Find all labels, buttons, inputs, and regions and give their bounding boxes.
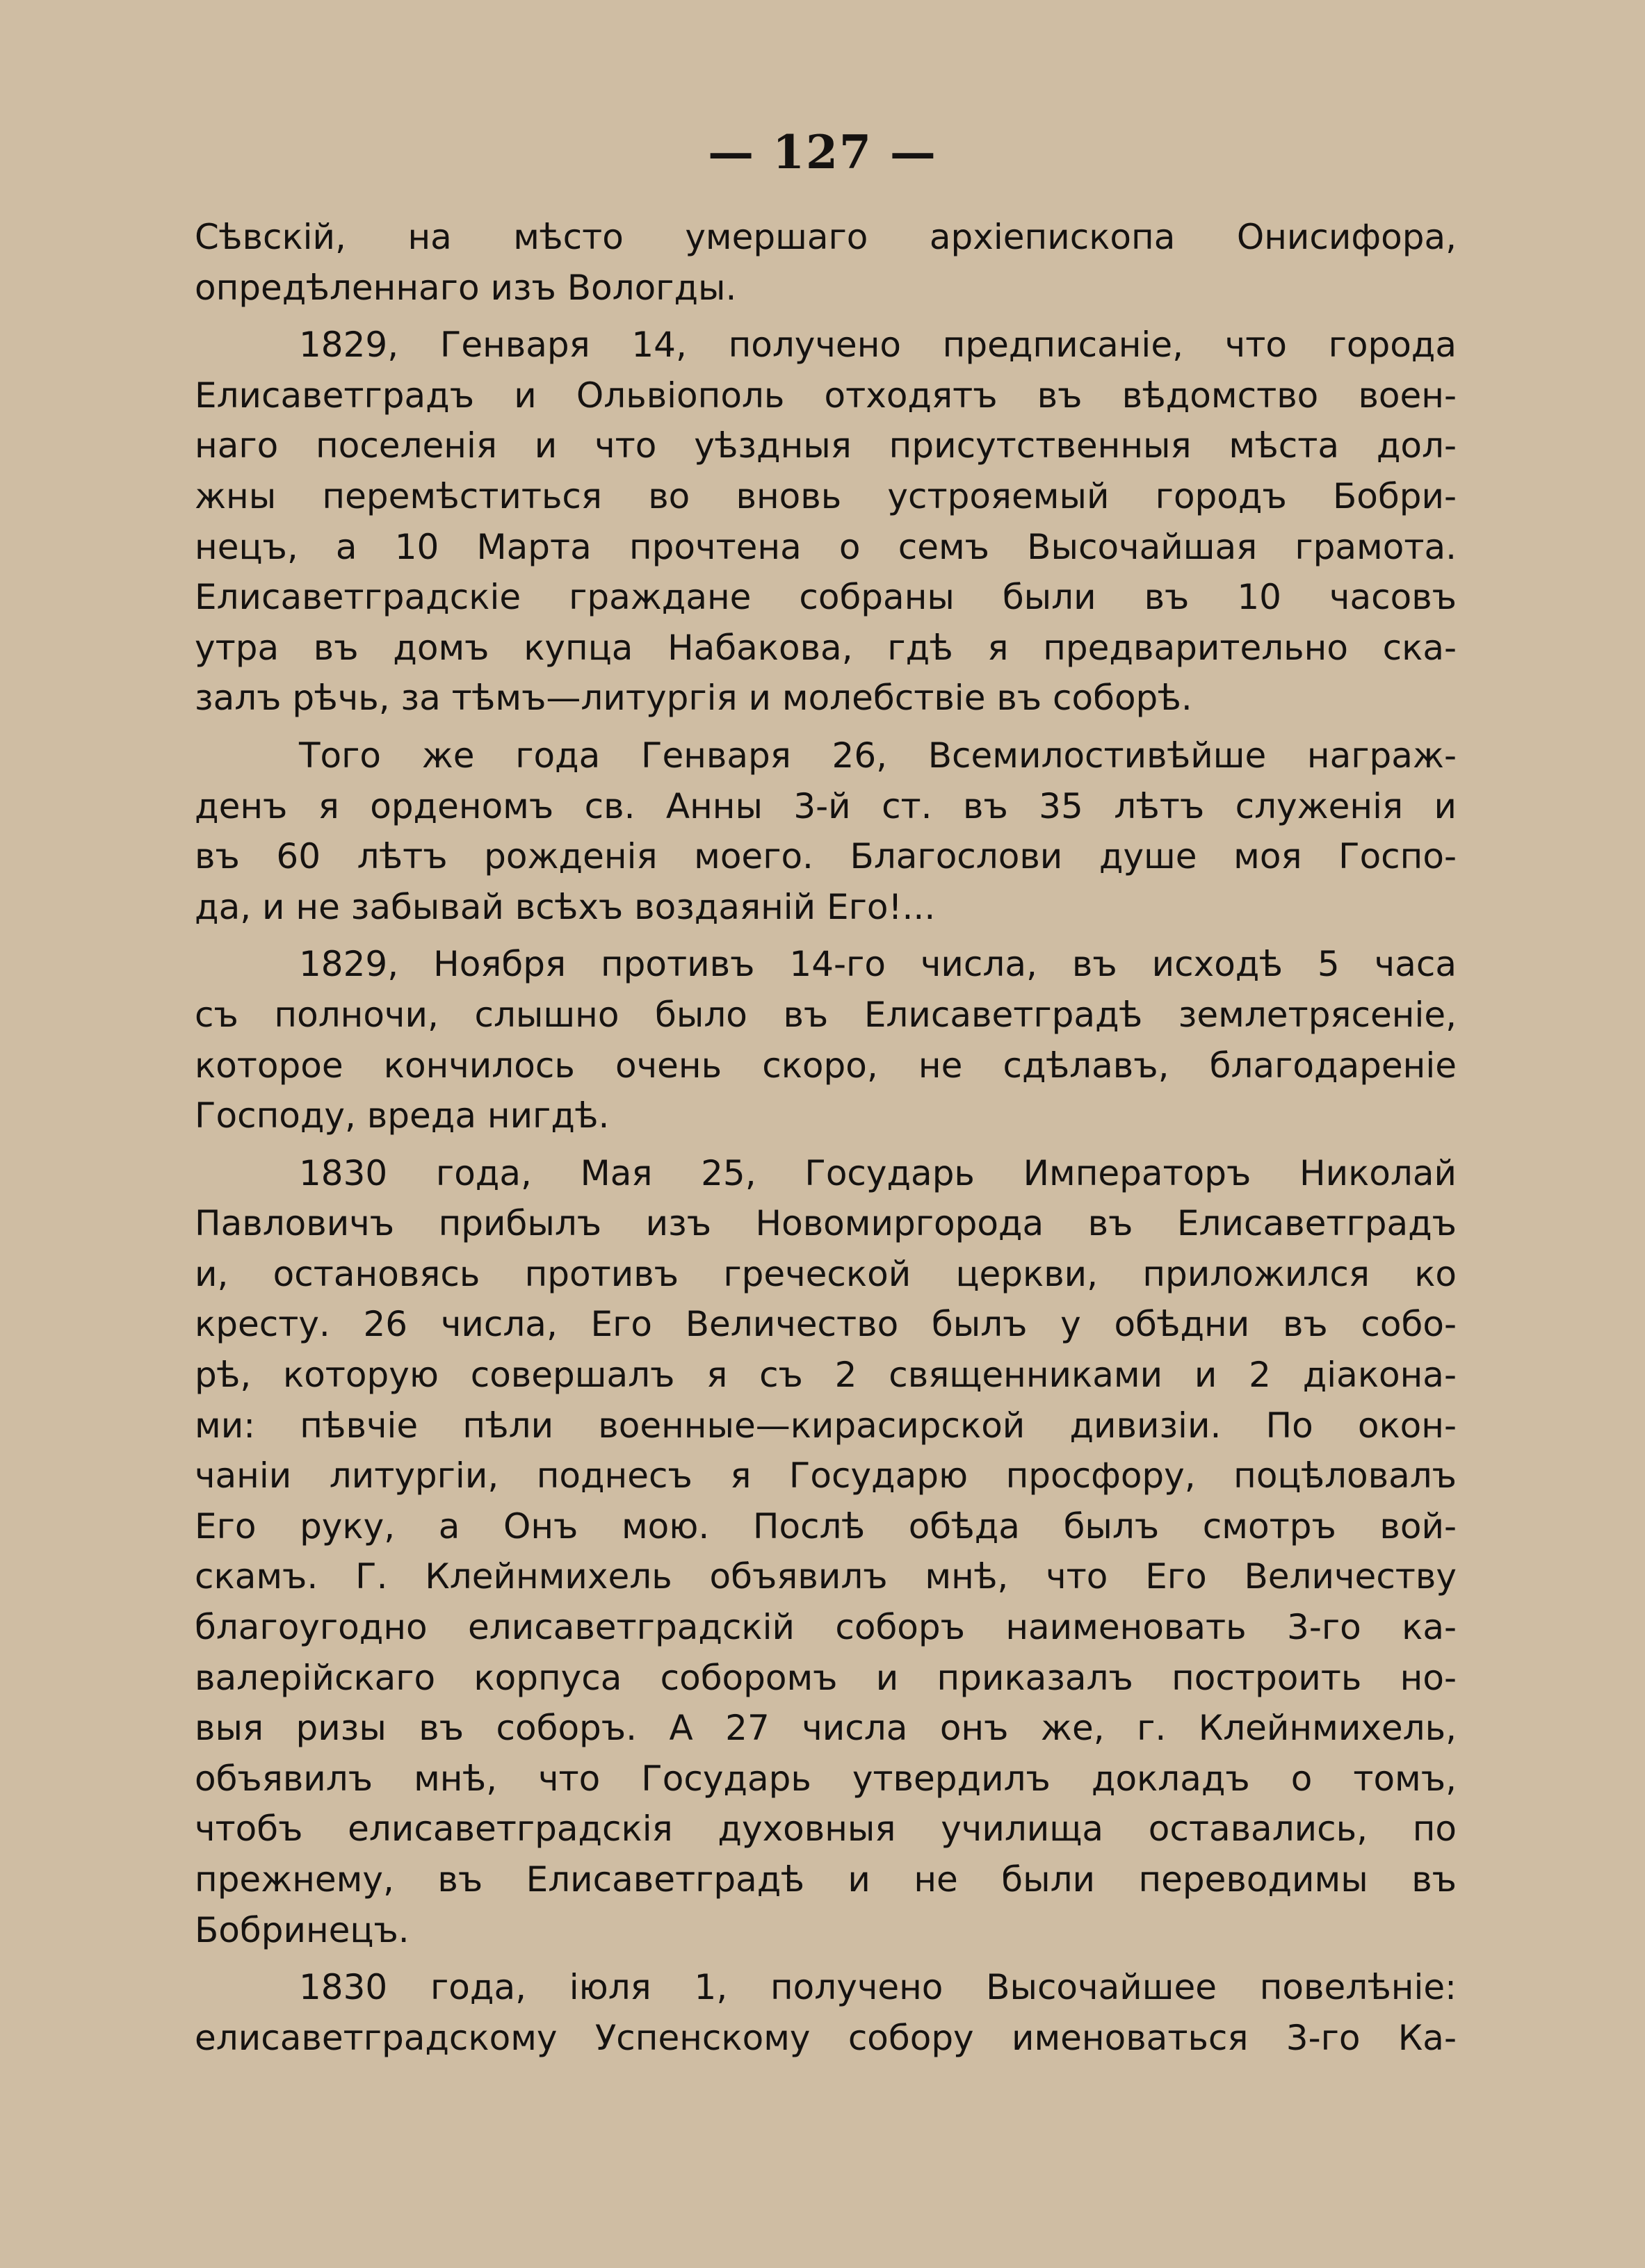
text-line: да, и не забывай всѣхъ воздаяній Его!... [195, 886, 936, 927]
body-text [195, 212, 1457, 2070]
paragraph [195, 1962, 1457, 2063]
text-line: Елисаветградскіе граждане собраны были въ 10 часовъ [195, 577, 1457, 618]
text-line: объявилъ мнѣ, что Государь утвердилъ докладъ о томъ, [195, 1758, 1457, 1799]
text-line: валерійскаго корпуса соборомъ и приказалъ построить но- [195, 1657, 1457, 1698]
text-line: и, остановясь противъ греческой церкви, приложился ко [195, 1253, 1457, 1294]
text-line: Сѣвскій, на мѣсто умершаго архіепископа Онисифора, [195, 217, 1457, 257]
text-line: опредѣленнаго изъ Вологды. [195, 267, 737, 308]
text-line: прежнему, въ Елисаветградѣ и не были переводимы въ [195, 1859, 1457, 1900]
text-line: 1830 года, Мая 25, Государь Императоръ Николай [299, 1152, 1457, 1193]
text-line: Павловичъ прибылъ изъ Новомиргорода въ Елисаветградъ [195, 1203, 1457, 1244]
paragraph [195, 1148, 1457, 1956]
text-line: выя ризы въ соборъ. А 27 числа онъ же, г. Клейнмихель, [195, 1708, 1457, 1749]
text-line: съ полночи, слышно было въ Елисаветградѣ землетрясеніе, [195, 994, 1457, 1035]
text-line: въ 60 лѣтъ рожденія моего. Благослови душе моя Госпо- [195, 836, 1457, 877]
text-line: рѣ, которую совершалъ я съ 2 священниками и 2 діакона- [195, 1355, 1457, 1396]
page-number: — 127 — [708, 125, 937, 179]
text-line: благоугодно елисаветградскій соборъ наименовать 3-го ка- [195, 1607, 1457, 1648]
text-line: Того же года Генваря 26, Всемилостивѣйше награж- [299, 735, 1457, 776]
text-line: 1829, Ноября противъ 14-го числа, въ исходѣ 5 часа [299, 944, 1457, 985]
paragraph [195, 320, 1457, 724]
text-line: наго поселенія и что уѣздныя присутственныя мѣста дол- [195, 425, 1457, 466]
text-line: чтобъ елисаветградскія духовныя училища оставались, по [195, 1809, 1457, 1850]
text-line: утра въ домъ купца Набакова, гдѣ я предварительно ска- [195, 627, 1457, 668]
text-line: ми: пѣвчіе пѣли военные—кирасирской дивизіи. По окон- [195, 1405, 1457, 1446]
paragraph [195, 212, 1457, 313]
text-line: залъ рѣчь, за тѣмъ—литургія и молебствіе въ соборѣ. [195, 678, 1192, 719]
text-line: кресту. 26 числа, Его Величество былъ у обѣдни въ собо- [195, 1304, 1457, 1345]
text-line: жны перемѣститься во вновь устрояемый городъ Бобри- [195, 475, 1457, 516]
text-line: денъ я орденомъ св. Анны 3-й ст. въ 35 лѣтъ служенія и [195, 785, 1457, 826]
text-line: 1829, Генваря 14, получено предписаніе, что города [299, 325, 1457, 366]
text-line: Его руку, а Онъ мою. Послѣ обѣда былъ смотръ вой- [195, 1506, 1457, 1547]
text-line: Господу, вреда нигдѣ. [195, 1095, 610, 1136]
text-line: которое кончилось очень скоро, не сдѣлавъ, благодареніе [195, 1045, 1457, 1086]
paragraph [195, 939, 1457, 1141]
text-line: 1830 года, іюля 1, получено Высочайшее повелѣніе: [299, 1967, 1457, 2008]
text-line: елисаветградскому Успенскому собору именоваться 3-го Ка- [195, 2017, 1457, 2058]
text-line: скамъ. Г. Клейнмихель объявилъ мнѣ, что Его Величеству [195, 1556, 1457, 1597]
text-line: Бобринецъ. [195, 1909, 410, 1950]
text-line: нецъ, а 10 Марта прочтена о семъ Высочайшая грамота. [195, 526, 1457, 567]
text-line: чаніи литургіи, поднесъ я Государю просфору, поцѣловалъ [195, 1455, 1457, 1496]
paragraph [195, 731, 1457, 932]
text-line: Елисаветградъ и Ольвіополь отходятъ въ вѣдомство воен- [195, 375, 1457, 416]
